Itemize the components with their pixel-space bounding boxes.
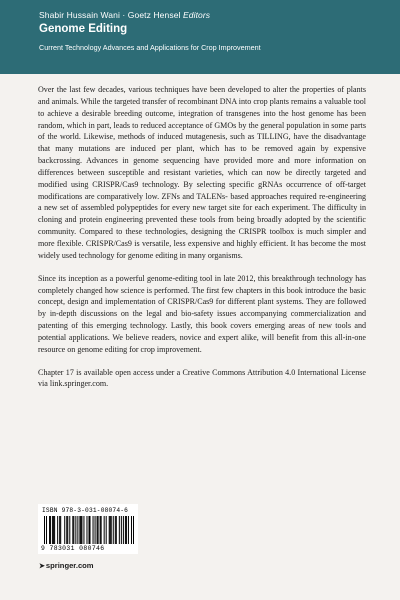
blurb-paragraph-2: Since its inception as a powerful genome-editing tool in late 2012, this breakthrough technology has completely changed how science is performed. The first few chapters in this book introduce the basic concept, design and implementation of CRISPR/Cas9 for different plant systems. They are followed by in-depth discussions on the legal and bio-safety issues accompanying commercialization and patenting of this emerging technology. Lastly, this book covers emerging areas of new tools and potential applications. We believe readers, novice and expert alike, will benefit from this all-in-one resource on genome editing for crop improvement. bbox=[38, 273, 366, 354]
barcode-bar bbox=[97, 516, 98, 544]
barcode-bar bbox=[88, 516, 89, 544]
barcode-bar bbox=[113, 516, 114, 544]
barcode-bar bbox=[95, 516, 96, 544]
barcode-bar bbox=[77, 516, 78, 544]
barcode-icon bbox=[44, 516, 134, 544]
barcode-bar bbox=[111, 516, 112, 544]
barcode-bar bbox=[73, 516, 74, 544]
barcode-bar bbox=[66, 516, 67, 544]
springer-link-text: springer.com bbox=[45, 561, 94, 570]
book-title: Genome Editing bbox=[39, 23, 128, 35]
editors-names: Shabir Hussain Wani · Goetz Hensel bbox=[39, 10, 181, 20]
barcode-bar bbox=[44, 516, 45, 544]
barcode-bar bbox=[50, 516, 51, 544]
barcode-bar bbox=[59, 516, 60, 544]
barcode-bar bbox=[131, 516, 132, 544]
barcode-bar bbox=[79, 516, 80, 544]
isbn-label: ISBN 978-3-031-08074-6 bbox=[42, 507, 129, 514]
barcode-bar bbox=[106, 516, 107, 544]
barcode-bar bbox=[67, 516, 68, 544]
barcode-bar bbox=[121, 516, 122, 544]
barcode-bar bbox=[90, 516, 91, 544]
barcode-bar bbox=[86, 516, 87, 544]
barcode-bar bbox=[69, 516, 70, 544]
editors-line bbox=[39, 10, 210, 20]
barcode-bar bbox=[80, 516, 81, 544]
barcode-bar bbox=[81, 516, 82, 544]
barcode-bar bbox=[128, 516, 129, 544]
blurb-paragraph-1: Over the last few decades, various techniques have been developed to alter the properties of plants and animals. While the targeted transfer of recombinant DNA into crop plants remains a valuable tool to achieve a desirable breeding outcome, integration of transgenes into the host genome has been random, which in part, leads to reduced acceptance of GMOs by the general population in some parts of the world. Likewise, methods of induced mutagenesis, such as TILLING, have the disadvantage that many mutations are induced per plant, which has to be removed again by expensive backcrossing. Advances in genome sequencing have provided more and more information on differences between susceptible and resistant varieties, which can now be directly targeted and modified using CRISPR/Cas9 technology. By selecting specific gRNAs occurrence of off-target modifications are comparatively low. ZFNs and TALENs- based approaches required re-engineering a new set of assembled polypeptides for every new target site for each experiment. The difficulty in cloning and protein engineering prevented these tools from being broadly adopted by the scientific community. Compared to these technologies, designing the CRISPR toolbox is much simpler and more flexible. CRISPR/Cas9 is versatile, less expensive and highly efficient. It has become the most widely used technology for genome editing in many organisms. bbox=[38, 85, 366, 260]
barcode-bar bbox=[83, 516, 84, 544]
barcode-bar bbox=[104, 516, 105, 544]
barcode-bar bbox=[52, 516, 53, 544]
springer-link[interactable] bbox=[39, 561, 94, 570]
barcode-bar bbox=[75, 516, 76, 544]
cover-header-band bbox=[0, 0, 400, 74]
barcode-bar bbox=[64, 516, 65, 544]
blurb-text bbox=[38, 84, 366, 401]
barcode-bar bbox=[57, 516, 58, 544]
isbn-digits: 9 783031 080746 bbox=[41, 545, 105, 552]
barcode-bar bbox=[49, 516, 50, 544]
editors-role: Editors bbox=[182, 10, 211, 20]
barcode-bar bbox=[72, 516, 73, 544]
barcode-bar bbox=[46, 516, 47, 544]
barcode-bar bbox=[119, 516, 120, 544]
barcode-bar bbox=[133, 516, 134, 544]
book-subtitle: Current Technology Advances and Applications for Crop Improvement bbox=[39, 43, 261, 52]
springer-arrow-icon: ➤ bbox=[39, 563, 45, 570]
barcode-bar bbox=[53, 516, 54, 544]
blurb-paragraph-3: Chapter 17 is available open access under a Creative Commons Attribution 4.0 International License via link.springer.com. bbox=[38, 367, 366, 389]
barcode-bar bbox=[116, 516, 117, 544]
barcode-bar bbox=[125, 516, 126, 544]
barcode-bar bbox=[109, 516, 110, 544]
barcode-bar bbox=[126, 516, 127, 544]
barcode-bar bbox=[60, 516, 61, 544]
barcode-bar bbox=[54, 516, 55, 544]
barcode-bar bbox=[101, 516, 102, 544]
barcode-bar bbox=[115, 516, 116, 544]
barcode-bar bbox=[100, 516, 101, 544]
barcode-bar bbox=[98, 516, 99, 544]
barcode-bar bbox=[123, 516, 124, 544]
barcode-bar bbox=[110, 516, 111, 544]
isbn-barcode-box bbox=[38, 504, 138, 554]
barcode-bar bbox=[93, 516, 94, 544]
